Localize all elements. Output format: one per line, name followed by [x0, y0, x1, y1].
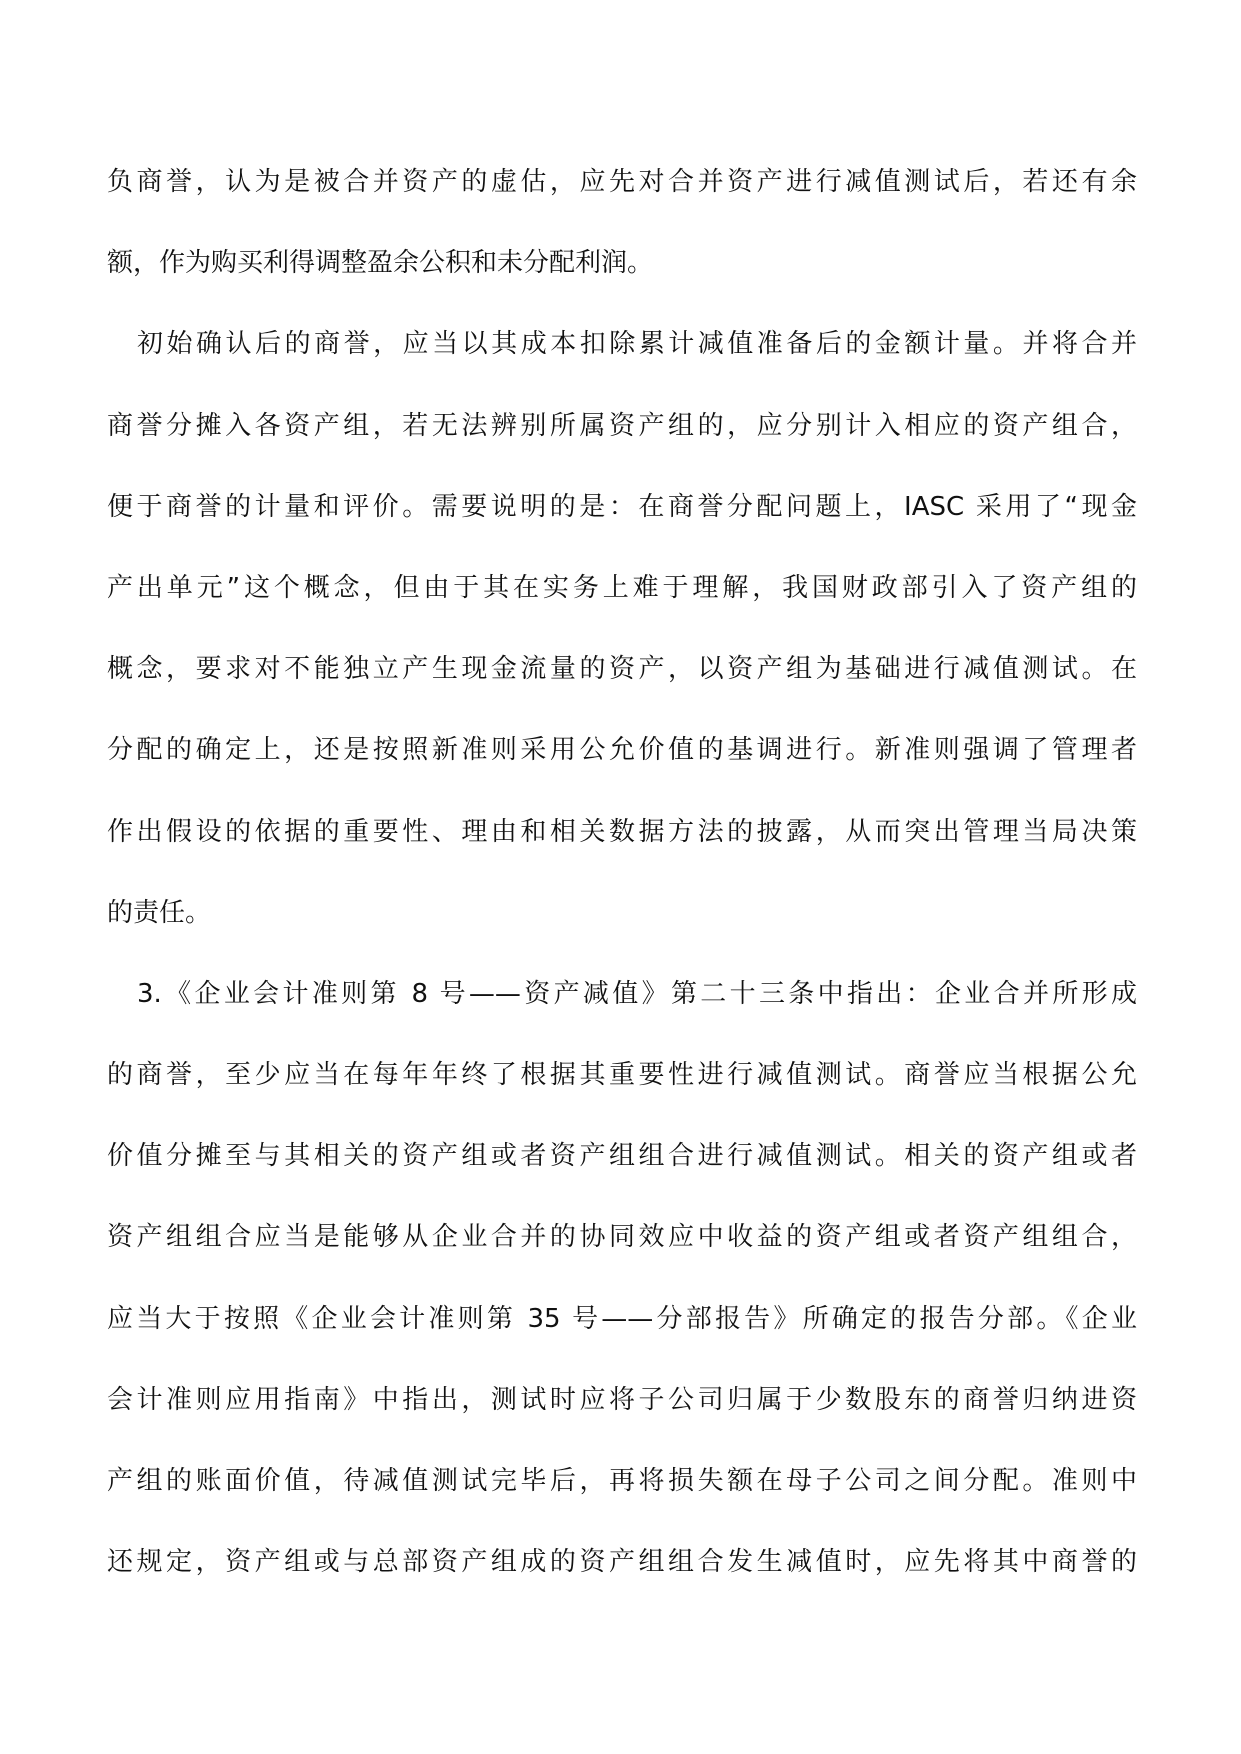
paragraph-accounting-standard-8 — [107, 974, 1137, 1624]
paragraph-goodwill-measurement — [107, 324, 1137, 974]
paragraph-negative-goodwill — [107, 162, 1137, 324]
text-line: 产出单元”这个概念，但由于其在实务上难于理解，我国财政部引入了资产组的 — [107, 572, 1137, 603]
text-line: 会计准则应用指南》中指出，测试时应将子公司归属于少数股东的商誉归纳进资 — [107, 1384, 1137, 1415]
text-line: 价值分摊至与其相关的资产组或者资产组组合进行减值测试。相关的资产组或者 — [107, 1141, 1137, 1172]
text-line: 初始确认后的商誉，应当以其成本扣除累计减值准备后的金额计量。并将合并 — [137, 329, 1137, 360]
text-line: 作出假设的依据的重要性、理由和相关数据方法的披露，从而突出管理当局决策 — [107, 816, 1137, 847]
text-line: 3.《企业会计准则第 8 号——资产减值》第二十三条中指出：企业合并所形成 — [137, 978, 1137, 1009]
text-line: 资产组组合应当是能够从企业合并的协同效应中收益的资产组或者资产组组合， — [107, 1222, 1137, 1253]
text-line: 分配的确定上，还是按照新准则采用公允价值的基调进行。新准则强调了管理者 — [107, 735, 1137, 766]
text-line: 应当大于按照《企业会计准则第 35 号——分部报告》所确定的报告分部。《企业 — [107, 1303, 1137, 1334]
text-line: 产组的账面价值，待减值测试完毕后，再将损失额在母子公司之间分配。准则中 — [107, 1466, 1137, 1496]
text-line: 额，作为购买利得调整盈余公积和未分配利润。 — [107, 248, 654, 279]
text-line: 的责任。 — [107, 897, 212, 928]
text-line: 概念，要求对不能独立产生现金流量的资产，以资产组为基础进行减值测试。在 — [107, 654, 1137, 685]
text-line: 负商誉，认为是被合并资产的虚估，应先对合并资产进行减值测试后，若还有余 — [107, 167, 1137, 197]
text-line: 商誉分摊入各资产组，若无法辨别所属资产组的，应分别计入相应的资产组合， — [107, 410, 1137, 441]
document-body — [107, 162, 1137, 1623]
text-line: 还规定，资产组或与总部资产组成的资产组组合发生减值时，应先将其中商誉的 — [107, 1547, 1137, 1578]
text-line: 的商誉，至少应当在每年年终了根据其重要性进行减值测试。商誉应当根据公允 — [107, 1060, 1137, 1091]
text-line: 便于商誉的计量和评价。需要说明的是：在商誉分配问题上，IASC 采用了“现金 — [107, 491, 1137, 522]
